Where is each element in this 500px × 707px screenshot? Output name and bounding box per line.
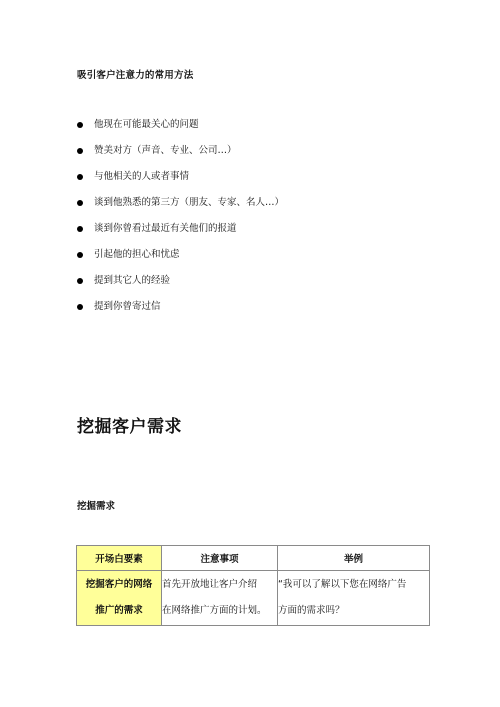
document-page: 吸引客户注意力的常用方法 他现在可能最关心的问题 赞美对方（声音、专业、公司…） 与他相关的人或者事情 谈到他熟悉的第三方（朋友、专家、名人…） 谈到你曾看过最近有关他们的报道 引起他的担心和忧虑 提到其它人的经验 提到你曾寄过信 挖掘客户需求 挖掘需求 开场白要素 注意事项 举例 挖掘客户的网络 推广的需求 首先开放地让客户介绍 在网络推广方面的计划。 “我可以了解以下您在网络广告 方面的需求吗？: [0, 0, 500, 707]
bullet-dot-icon: [77, 278, 83, 284]
bullet-dot-icon: [77, 122, 83, 128]
section-title: 吸引客户注意力的常用方法: [77, 70, 194, 81]
bullet-dot-icon: [77, 226, 83, 232]
bullet-dot-icon: [77, 148, 83, 154]
bullet-dot-icon: [77, 304, 83, 310]
table-cell-notes: 首先开放地让客户介绍 在网络推广方面的计划。: [162, 571, 278, 626]
table-header-notes: 注意事项: [162, 546, 278, 571]
table-cell-element: 挖掘客户的网络 推广的需求: [77, 571, 162, 626]
info-table: [76, 545, 430, 626]
table-cell-example: “我可以了解以下您在网络广告 方面的需求吗？: [278, 571, 430, 626]
table-row: [77, 571, 430, 626]
sub-heading: 挖掘需求: [77, 501, 116, 512]
table-header-row: [77, 546, 430, 571]
table-header-element: 开场白要素: [77, 546, 162, 571]
bullet-dot-icon: [77, 200, 83, 206]
table-header-example: 举例: [278, 546, 430, 571]
main-heading: 挖掘客户需求: [77, 417, 182, 437]
bullet-dot-icon: [77, 252, 83, 258]
bullet-dot-icon: [77, 174, 83, 180]
